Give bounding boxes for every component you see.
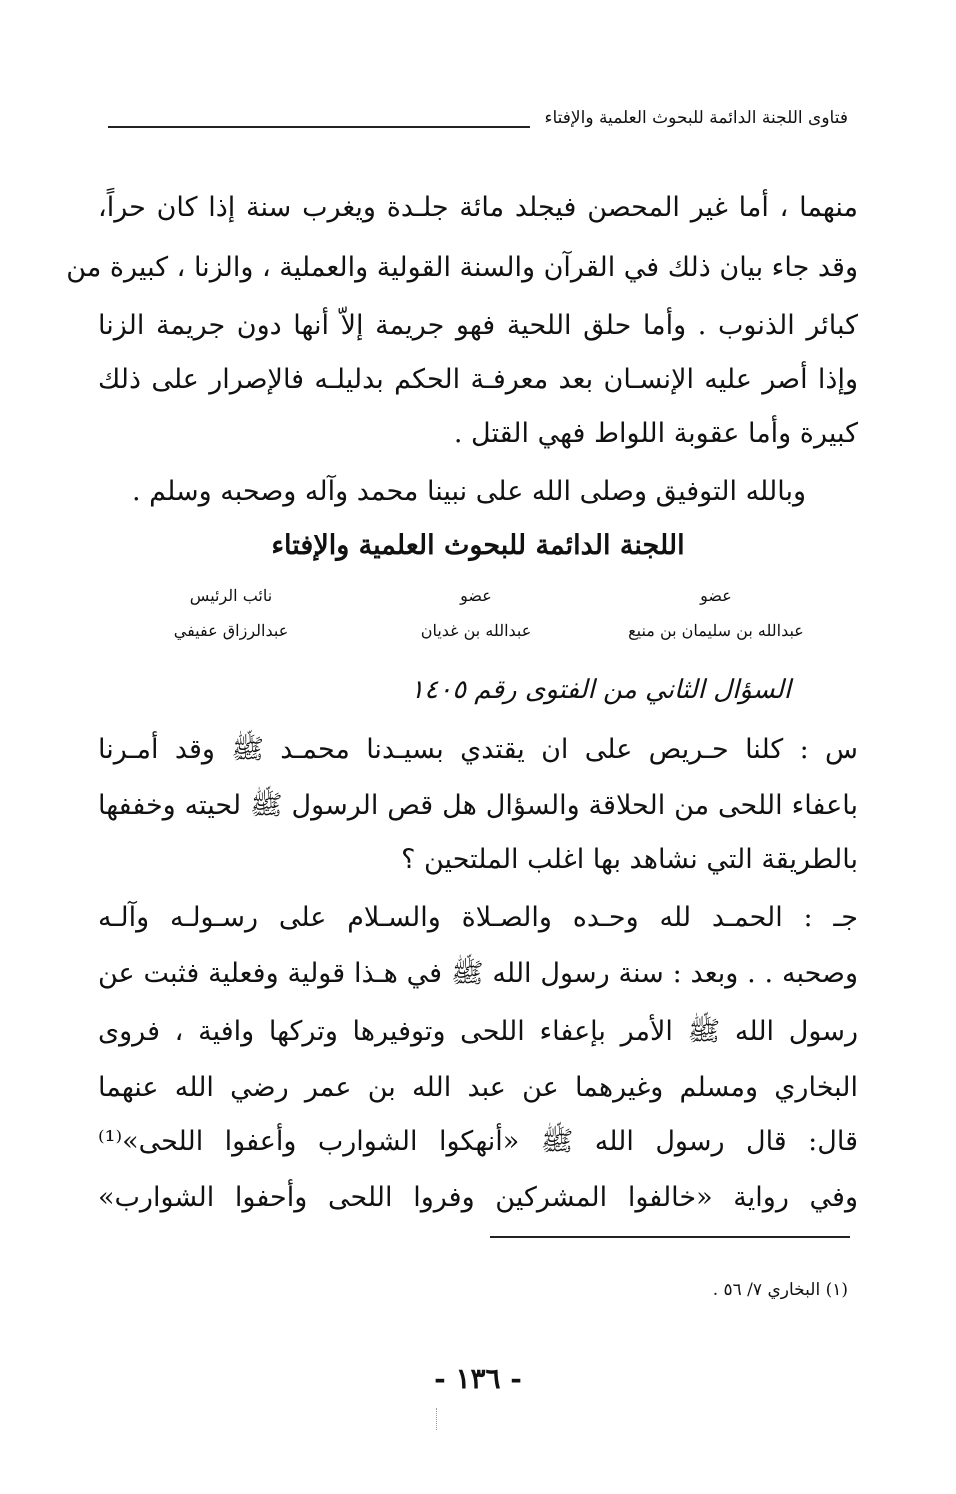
question-line: باعفاء اللحى من الحلاقة والسؤال هل قص الرسول ﷺ لحيته وخففها	[98, 790, 858, 821]
body-line: منهما ، أما غير المحصن فيجلد مائة جلـدة ويغرب سنة إذا كان حراً،	[98, 192, 858, 223]
answer-line: رسول الله ﷺ الأمر بإعفاء اللحى وتوفيرها وتركها وافية ، فروى	[98, 1016, 858, 1047]
body-line: كبائر الذنوب . وأما حلق اللحية فهو جريمة إلاّ أنها دون جريمة الزنا	[98, 310, 858, 341]
signatory-role: عضو	[460, 586, 492, 605]
answer-line: وصحبه . . وبعد : سنة رسول الله ﷺ في هـذا قولية وفعلية فثبت عن	[98, 958, 858, 989]
signatory-name: عبدالرزاق عفيفي	[173, 621, 289, 640]
signatory-role: نائب الرئيس	[189, 586, 273, 605]
fatwa-title: السؤال الثاني من الفتوى رقم ١٤٠٥	[410, 675, 791, 705]
signatory-role: عضو	[700, 586, 732, 605]
signatory-name: عبدالله بن سليمان بن منيع	[628, 621, 804, 640]
header-title: فتاوى اللجنة الدائمة للبحوث العلمية والإفتاء	[544, 108, 848, 128]
scan-mark	[436, 1408, 438, 1430]
signatory	[156, 586, 306, 640]
answer-line: البخاري ومسلم وغيرهما عن عبد الله بن عمر رضي الله عنهما	[98, 1072, 858, 1103]
signatory	[616, 586, 816, 640]
body-line: كبيرة وأما عقوبة اللواط فهي القتل .	[453, 418, 858, 449]
answer-line: وفي رواية «خالفوا المشركين وفروا اللحى وأحفوا الشوارب»	[98, 1182, 858, 1213]
committee-name: اللجنة الدائمة للبحوث العلمية والإفتاء	[271, 530, 685, 561]
body-line: وقد جاء بيان ذلك في القرآن والسنة القولية والعملية ، والزنا ، كبيرة من	[66, 252, 858, 283]
page-number: - ١٣٦ -	[434, 1362, 522, 1395]
footnote-rule	[490, 1236, 850, 1238]
signatory	[396, 586, 556, 640]
question-line: بالطريقة التي نشاهد بها اغلب الملتحين ؟	[401, 844, 858, 875]
signatory-name: عبدالله بن غديان	[420, 621, 532, 640]
running-header	[108, 98, 848, 138]
closing-line: وبالله التوفيق وصلى الله على نبينا محمد وآله وصحبه وسلم .	[131, 476, 806, 507]
answer-line: قال: قال رسول الله ﷺ «أنهكوا الشوارب وأعفوا اللحى»⁽¹⁾	[98, 1126, 858, 1157]
body-line: وإذا أصر عليه الإنسـان بعد معرفـة الحكم بدليلـه فالإصرار على ذلك	[98, 364, 858, 395]
answer-line: جـ : الحمـد لله وحـده والصـلاة والسـلام على رسـولـه وآلـه	[98, 902, 858, 933]
question-line: س : كلنا حـريص على ان يقتدي بسيـدنا محمـد ﷺ وقد أمـرنا	[98, 734, 858, 765]
footnote: (١) البخاري ٧/ ٥٦ .	[712, 1280, 848, 1300]
header-rule	[108, 126, 530, 128]
